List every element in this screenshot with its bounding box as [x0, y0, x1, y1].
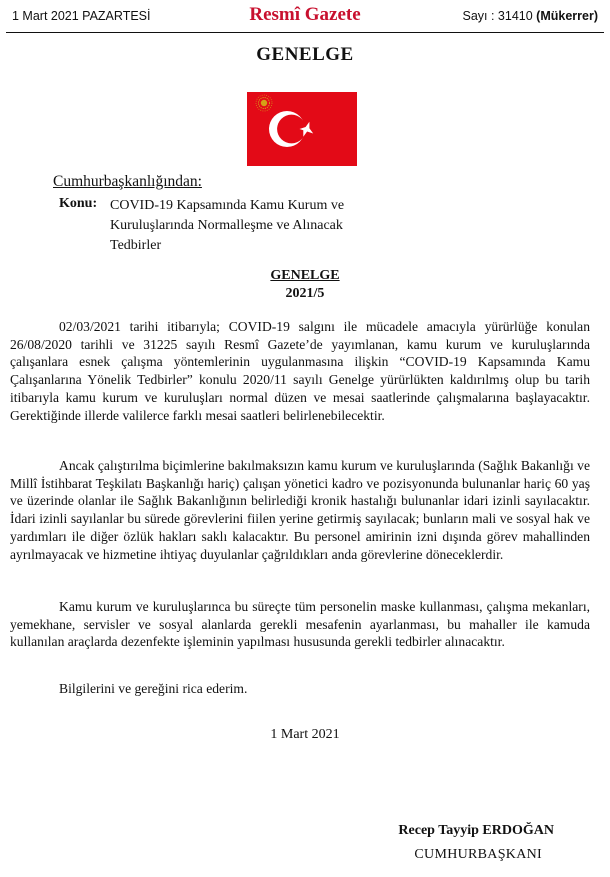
turkish-flag-icon: [247, 92, 357, 166]
issuing-authority: Cumhurbaşkanlığından:: [53, 173, 202, 190]
header-divider: [6, 32, 604, 33]
header-date: 1 Mart 2021 PAZARTESİ: [12, 9, 151, 23]
signer-name: Recep Tayyip ERDOĞAN: [398, 823, 554, 838]
circular-number: 2021/5: [285, 286, 325, 301]
page-title: GENELGE: [256, 44, 354, 65]
closing-line: Bilgilerini ve gereğini rica ederim.: [59, 681, 248, 696]
publication-title: Resmî Gazete: [249, 4, 361, 25]
subject-label: Konu:: [59, 196, 98, 211]
signer-title: CUMHURBAŞKANI: [414, 847, 542, 862]
subject-text: COVID-19 Kapsamında Kamu Kurum ve Kuruluşlarında Normalleşme ve Alınacak Tedbirler: [110, 198, 345, 253]
issue-number-text: Sayı : 31410: [462, 9, 533, 23]
issue-number: [462, 9, 598, 23]
paragraph-2: Ancak çalıştırılma biçimlerine bakılmaksızın kamu kurum ve kuruluşlarında (Sağlık Bakanlığı ve Millî İstihbarat Teşkilatı Başkanlığı hariç) çalışan yönetici kadro ve pozisyonunda bulunanlar hariç 60 yaş ve üzerinde olanlar ile Sağlık Bakanlığının belirlediği kronik hastalığı bulunanlar idari izinli sayılacaktır. İdari izinli sayılanlar bu sürede görevlerini fiilen yerine getirmiş sayılacak; bunların mali ve sosyal hak ve yardımları ile diğer özlük hakları saklı kalacaktır. Bu personel amirinin izni dışında görev mahallinden ayrılmayacak ve hizmetine ihtiyaç duyulanlar çağrıldıkları anda görevlerine döneceklerdir.: [10, 458, 590, 562]
document-date: 1 Mart 2021: [270, 727, 340, 742]
issue-suffix: (Mükerrer): [536, 9, 598, 23]
paragraph-3: Kamu kurum ve kuruluşlarınca bu süreçte tüm personelin maske kullanması, çalışma mekanları, yemekhane, servisler ve sosyal alanlarda gerekli mesafenin ayarlanması, bu mahaller ile kamuda kullanılan araçlarda dezenfekte işleminin yapılması hususunda gerekli tedbirler alınacaktır.: [10, 599, 590, 650]
circular-title: GENELGE: [270, 268, 340, 283]
paragraph-1: 02/03/2021 tarihi itibarıyla; COVID-19 salgını ile mücadele amacıyla yürürlüğe konulan 26/08/2020 tarihli ve 31225 sayılı Resmî Gazete’de yayımlanan, kamu kurum ve kuruluşlarında çalışanlara esnek çalışma yöntemlerinin uygulanmasına ilişkin “COVID-19 Kapsamında Kamu Çalışanlarına Yönelik Tedbirler” konulu 2020/11 sayılı Genelge yürürlükten kaldırılmış olup bu tarih itibarıyla kamu kurum ve kuruluşları normal düzen ve mesai saatlerinde çalışmalarına başlayacaktır. Gerektiğinde illerde valilerce farklı mesai saatleri belirlenebilecektir.: [10, 319, 590, 423]
